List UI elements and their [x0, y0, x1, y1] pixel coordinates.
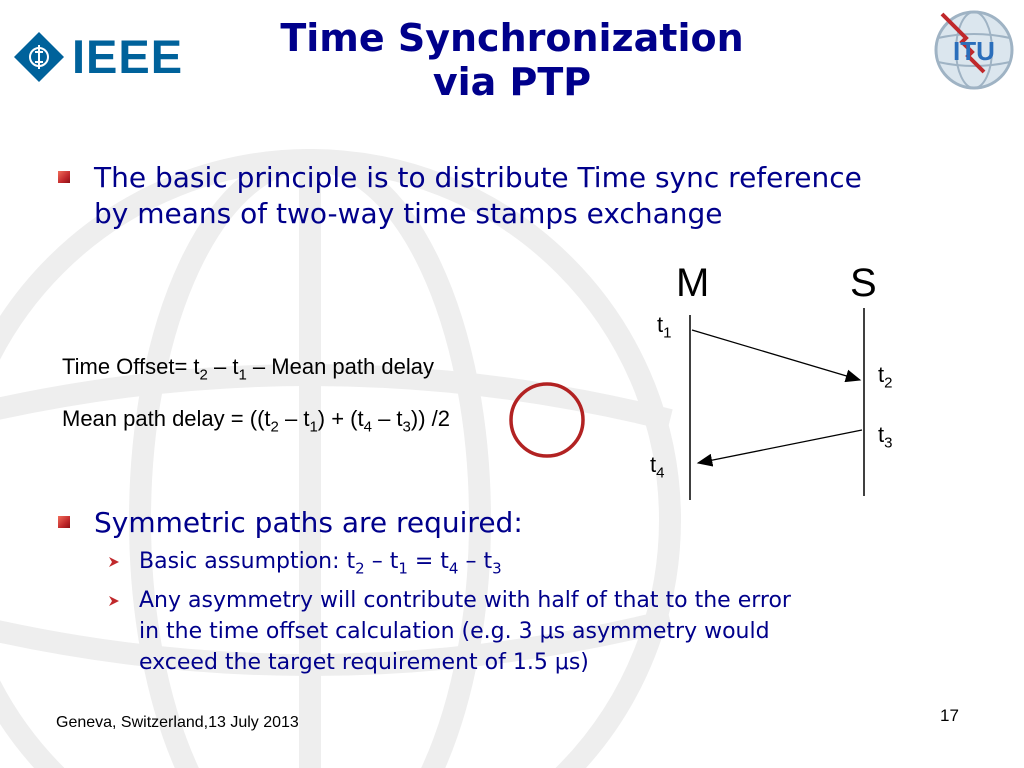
ieee-diamond-icon [14, 32, 64, 82]
t4-label: $t_4$ [650, 452, 665, 482]
sub-bullet-asymmetry: Any asymmetry will contribute with half of that to the error in the time offset calculation (e.g. 3 μs asymmetry would exceed the target requirement of 1.5 μs) [139, 588, 791, 675]
t1-label: $t_1$ [657, 312, 672, 342]
formula-mean-path-delay: Mean path delay = $((t_2 - t_1) + (t_4 - t_3))$ /2 [62, 406, 451, 436]
sub-bullet-basic-assumption: Basic assumption: $t_2 - t_1 = t_4 - t_3$ [139, 549, 502, 578]
bullet-marker [58, 171, 70, 183]
title-line-2: via PTP [432, 60, 592, 104]
slave-label: S [850, 261, 877, 305]
title-line-1: Time Synchronization [280, 16, 744, 60]
itu-logo [932, 8, 1016, 92]
t2-label: $t_2$ [878, 362, 893, 392]
page-number: 17 [940, 706, 959, 725]
ieee-logo-text: IEEE [72, 30, 184, 83]
master-label: M [676, 261, 710, 305]
formula-time-offset: Time Offset= $t_2 - t_1$ – Mean path delay [62, 354, 434, 384]
itu-logo-text: ITU [953, 36, 995, 66]
footer-location-date: Geneva, Switzerland,13 July 2013 [56, 714, 299, 731]
page-title [200, 16, 824, 104]
t3-label: $t_3$ [878, 422, 893, 452]
ieee-logo [14, 30, 196, 82]
sub-bullet-arrow-icon [108, 595, 120, 607]
bullet-symmetric-paths: Symmetric paths are required: [94, 506, 523, 539]
sub-bullet-arrow-icon [108, 556, 120, 568]
bullet-marker [58, 516, 70, 528]
bullet-principle: The basic principle is to distribute Time sync reference by means of two-way time stamps exchange [94, 161, 862, 230]
